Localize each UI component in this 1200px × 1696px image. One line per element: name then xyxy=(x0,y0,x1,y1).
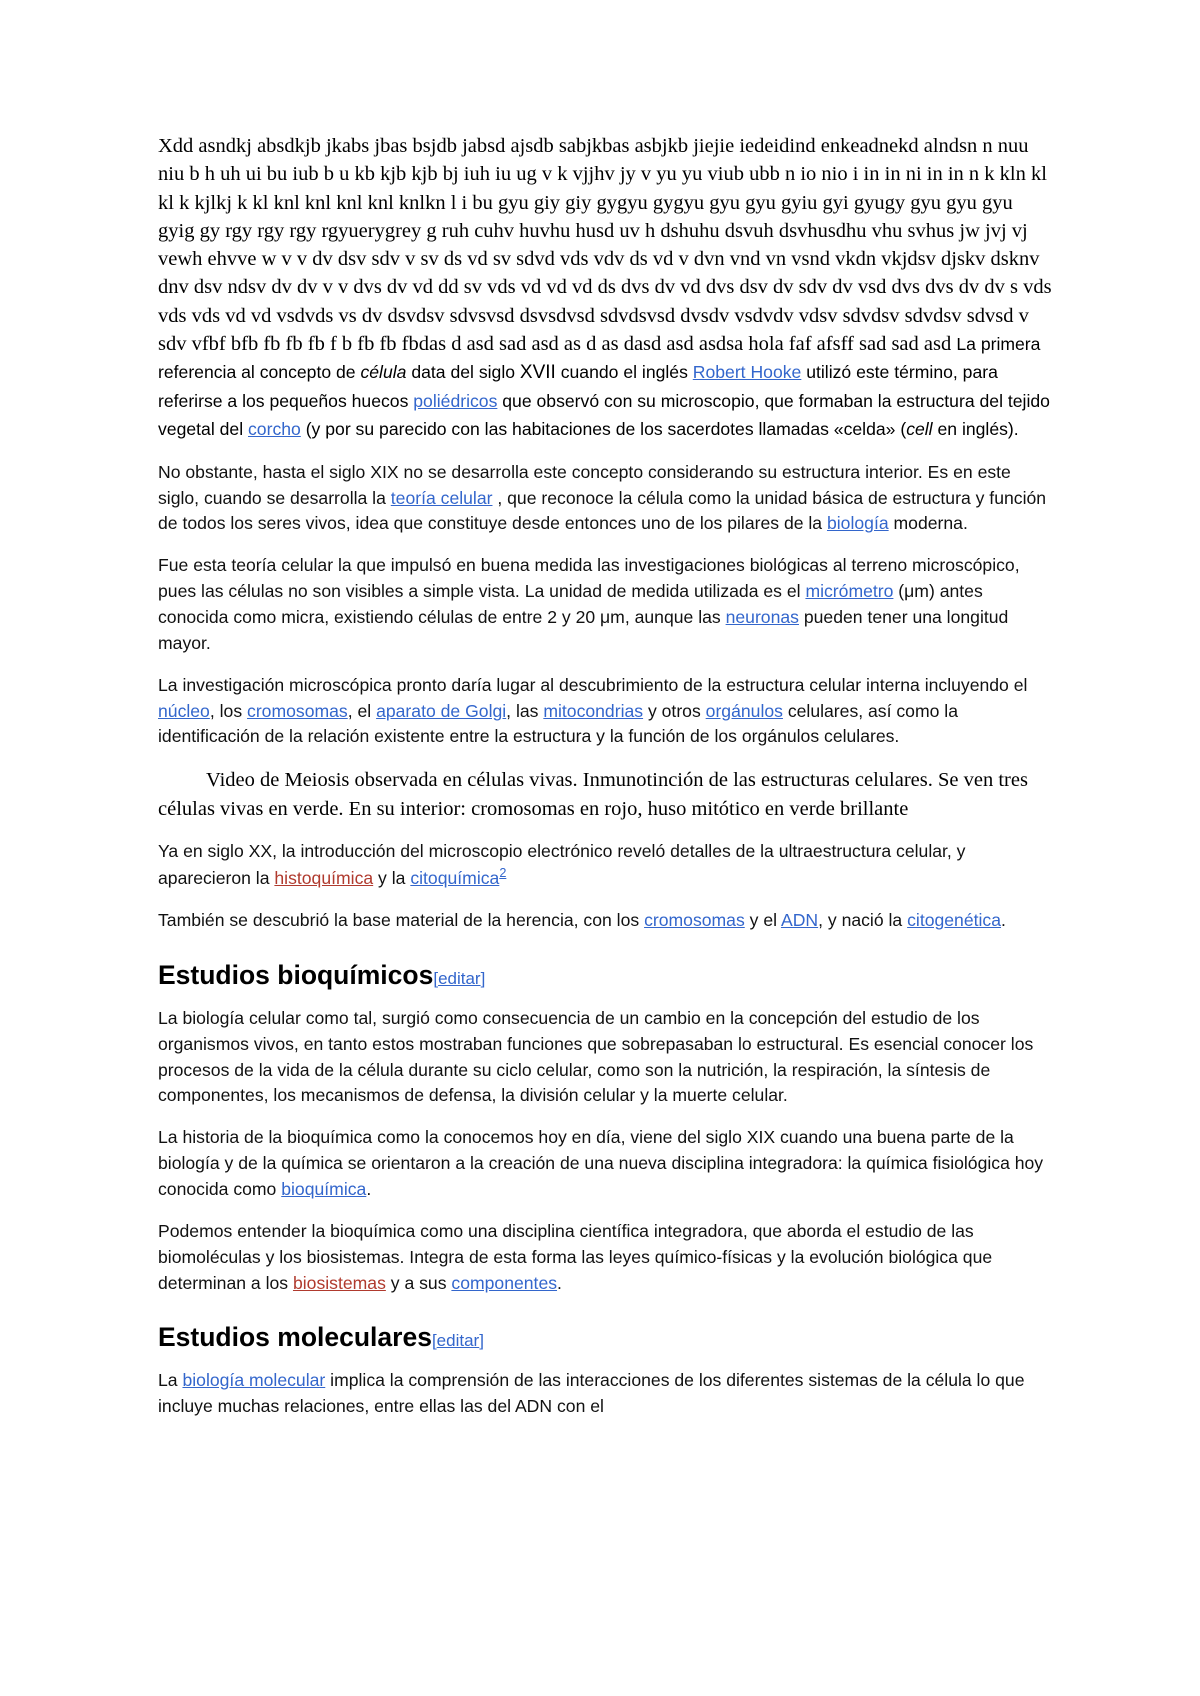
paragraph-microscopica xyxy=(158,553,1052,656)
century-xix-2: XIX xyxy=(746,1127,776,1148)
siglo-xix-t3: , que reconoce la célula como la unidad básica de estructura y función de todos los seres vivos, idea que constituye desde entonces uno de los pilares de la xyxy=(158,487,1047,534)
link-nucleo[interactable]: núcleo xyxy=(158,700,210,721)
cell-italic: cell xyxy=(906,419,933,440)
section-title-moleculares: Estudios moleculares xyxy=(158,1322,432,1353)
investigacion-t3: , el xyxy=(347,700,377,721)
investigacion-t4: , las xyxy=(506,700,544,721)
link-organulos[interactable]: orgánulos xyxy=(705,700,783,721)
investigacion-t6: celulares, así como la identificación de la relación existente entre la estructura y la función de los orgánulos celulares. xyxy=(158,700,958,747)
reference-link-2[interactable]: 2 xyxy=(499,866,507,881)
cell-intro-mid4: que observó con su microscopio, que formaban la estructura del tejido vegetal del xyxy=(158,391,1050,440)
paragraph-siglo-xx xyxy=(158,839,1052,893)
siglo-xx-t3: y la xyxy=(373,868,411,889)
lorem-text: Xdd asndkj absdkjb jkabs jbas bsjdb jabsd ajsdb sabjkbas asbjkb jiejie iedeidind enkeadnekd alndsn n nuu niu b h uh ui bu iub b u kb kjb kjb bj iuh iu ug v k vjjhv jy v yu yu viub ubb n io nio i in in ni in in n k kln kl kl k kjlkj k kl knl knl knl knl knlkn l i bu gyu giy giy gygyu gygyu gyu gyu gyiu gyi gyugy gyu gyu gyu gyig gy rgy rgy rgy rgyuerygrey g ruh cuhv huvhu husd uv h dshuhu dsvuh dsvhusdhu vhu svhus jw jvj vj vewh ehvve w v v dv dsv sdv v sv ds vd sv sdvd vds vdv ds vd v dvn vnd vn vsnd vkdn vkjdsv djskv dsknv dnv dsv ndsv dv dv v v dvs dv vd dd sv vds vd vd vd ds dvs dv vd dvs dsv dv sdv dv vsd dvs dvs dv dv s vds vds vds vd vd vsdvds vs dv dsvdsv sdvsvsd dsvsdvsd sdvdsvsd dvsdv vsdvdv vdsv sdvdsv sdvdsv sdvsd v sdv vfbf bfb fb fb fb f b fb fb fbdas d asd sad asd as d as dasd asd asdsa hola faf afsff sad sad asd xyxy=(158,135,1052,355)
link-adn[interactable]: ADN xyxy=(780,910,819,931)
link-corcho[interactable]: corcho xyxy=(248,419,301,440)
reference-marker[interactable] xyxy=(499,866,506,880)
paragraph-entender-bioquimica xyxy=(158,1219,1052,1297)
link-biologia[interactable]: biología xyxy=(826,513,889,534)
herencia-t1: También se descubrió la base material de la herencia, con los xyxy=(158,910,645,931)
section-title-bioquimicos: Estudios bioquímicos xyxy=(158,959,434,990)
bracket-open: [ xyxy=(433,968,439,988)
paragraph-biologia-molecular xyxy=(158,1368,1052,1420)
link-neuronas[interactable]: neuronas xyxy=(725,607,799,628)
link-aparato-de-golgi[interactable]: aparato de Golgi xyxy=(376,700,507,721)
link-micrometro[interactable]: micrómetro xyxy=(805,581,894,602)
entender-bioquimica-t2: y a sus xyxy=(385,1272,452,1293)
molecular-t1: La xyxy=(158,1370,183,1391)
edit-section-moleculares xyxy=(432,1331,484,1350)
siglo-xx-t1: Ya en siglo xyxy=(158,840,249,861)
edit-link-moleculares[interactable]: editar xyxy=(436,1331,480,1351)
paragraph-historia-bioquimica xyxy=(158,1125,1052,1203)
link-teoria-celular[interactable]: teoría celular xyxy=(390,487,493,508)
link-robert-hooke[interactable]: Robert Hooke xyxy=(692,362,802,383)
herencia-t2: y el xyxy=(744,910,781,931)
historia-bioquimica-t3: . xyxy=(366,1178,372,1199)
century-xix: XIX xyxy=(370,461,399,482)
microscopica-t2: (μm) antes conocida como micra, existiendo células de entre 2 y 20 μm, aunque las xyxy=(158,581,983,628)
historia-bioquimica-t2: cuando una buena parte de la biología y de la química se orientaron a la creación de una nueva disciplina integradora: la química fisiológica hoy conocida como xyxy=(158,1127,1044,1199)
link-componentes[interactable]: componentes xyxy=(451,1272,558,1293)
paragraph-siglo-xix xyxy=(158,460,1052,538)
link-biologia-molecular[interactable]: biología molecular xyxy=(182,1370,326,1391)
microscopica-t1: Fue esta teoría celular la que impulsó en buena medida las investigaciones biológicas al terreno microscópico, pues las células no son visibles a simple vista. La unidad de medida utilizada es el xyxy=(158,555,1020,602)
siglo-xix-t2: no se desarrolla este concepto considerando su estructura interior. Es en este siglo, cuando se desarrolla la xyxy=(158,461,1011,508)
molecular-t2: implica la comprensión de las interacciones de los diferentes sistemas de la célula lo que incluye muchas relaciones, entre ellas las del ADN con el xyxy=(158,1370,1025,1417)
section-heading-estudios-bioquimicos xyxy=(158,960,1052,992)
microscopica-t3: pueden tener una longitud mayor. xyxy=(158,607,1009,653)
link-citogenetica[interactable]: citogenética xyxy=(907,910,1002,931)
bracket-close-2: ] xyxy=(479,1331,484,1351)
paragraph-biologia-celular: La biología celular como tal, surgió como consecuencia de un cambio en la concepción del estudio de los organismos vivos, en tanto estos mostraban funciones que sobrepasaban lo estructural. Es esencial conocer los procesos de la vida de la célula durante su ciclo celular, como son la nutrición, la respiración, la síntesis de componentes, los mecanismos de defensa, la división celular y la muerte celular. xyxy=(158,1007,1034,1106)
bracket-open-2: [ xyxy=(431,1331,437,1351)
cell-intro-mid1: data del siglo xyxy=(406,362,520,383)
siglo-xix-t4: moderna. xyxy=(888,513,968,534)
link-histoquimica[interactable]: histoquímica xyxy=(274,868,374,889)
historia-bioquimica-t1: La historia de la bioquímica como la conocemos hoy en día, viene del siglo xyxy=(158,1127,747,1148)
cell-intro-mid5: (y por su parecido con las habitaciones de los sacerdotes llamadas «celda» ( xyxy=(300,419,907,440)
link-biosistemas[interactable]: biosistemas xyxy=(292,1272,386,1293)
video-caption: Video de Meiosis observada en células vivas. Inmunotinción de las estructuras celulares. Se ven tres células vivas en verde. En su interior: cromosomas en rojo, huso mitótico en verde brillante xyxy=(158,769,1028,821)
link-mitocondrias[interactable]: mitocondrias xyxy=(543,700,644,721)
investigacion-t1: La investigación microscópica pronto daría lugar al descubrimiento de la estructura celular interna incluyendo el xyxy=(158,674,1028,695)
herencia-t3: , y nació la xyxy=(818,910,908,931)
bracket-close: ] xyxy=(480,968,486,988)
cell-intro-prefix: La primera referencia al concepto de xyxy=(158,333,1041,383)
investigacion-t5: y otros xyxy=(643,700,706,721)
siglo-xix-t1: No obstante, hasta el siglo xyxy=(158,461,371,482)
herencia-t4: . xyxy=(1001,910,1006,931)
section-heading-estudios-moleculares xyxy=(158,1322,1052,1354)
link-bioquimica[interactable]: bioquímica xyxy=(281,1178,367,1199)
century-xx: XX xyxy=(248,840,273,861)
entender-bioquimica-t1: Podemos entender la bioquímica como una disciplina científica integradora, que aborda el estudio de las biomoléculas y los biosistemas. Integra de esta forma las leyes químico-físicas y la evolución biológica que determinan a los xyxy=(158,1220,993,1293)
century-xvii: XVII xyxy=(519,362,556,384)
paragraph-investigacion xyxy=(158,673,1052,751)
lorem-paragraph xyxy=(158,132,1052,444)
link-cromosomas-2[interactable]: cromosomas xyxy=(644,910,745,931)
siglo-xx-t2: , la introducción del microscopio electrónico reveló detalles de la ultraestructura celular, y aparecieron la xyxy=(158,840,966,889)
cell-intro-suffix: en inglés). xyxy=(932,419,1019,440)
link-cromosomas[interactable]: cromosomas xyxy=(247,700,348,721)
investigacion-t2: , los xyxy=(209,700,248,721)
link-poliedricos[interactable]: poliédricos xyxy=(413,391,498,412)
cell-intro-mid2: cuando el inglés xyxy=(555,362,693,383)
edit-section-bioquimicos xyxy=(433,969,485,988)
cell-intro-mid3: utilizó este término, para referirse a los pequeños huecos xyxy=(158,362,998,412)
paragraph-herencia xyxy=(158,908,1052,934)
edit-link-bioquimicos[interactable]: editar xyxy=(438,968,481,988)
celula-italic: célula xyxy=(360,362,407,383)
link-citoquimica[interactable]: citoquímica xyxy=(410,868,500,889)
entender-bioquimica-t3: . xyxy=(557,1272,562,1293)
